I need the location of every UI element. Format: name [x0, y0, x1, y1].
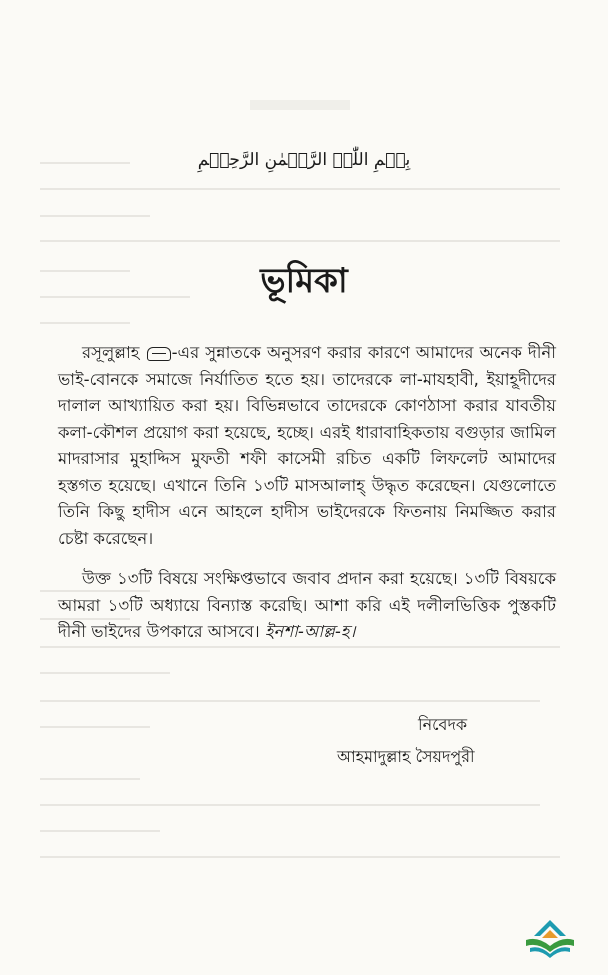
paragraph-2: [58, 566, 556, 646]
paragraph-1-rest: -এর সুন্নাতকে অনুসরণ করার কারণে আমাদের অনেক দীনী ভাই-বোনকে সমাজে নির্যাতিত হতে হয়। তাদেরকে লা-মাযহাবী, ইয়াহূদীদের দালাল আখ্যায়িত করা হয়। বিভিন্নভাবে তাদেরকে কোণঠাসা করার যাবতীয় কলা-কৌশল প্রয়োগ করা হয়েছে, হচ্ছে। এরই ধারাবাহিকতায় বগুড়ার জামিল মাদরাসার মুহাদ্দিস মুফতী শফী কাসেমী রচিত একটি লিফলেট আমাদের হস্তগত হয়েছে। এখানে তিনি ১৩টি মাসআলাহ্ উদ্ধৃত করেছেন। যেগুলোতে তিনি কিছু হাদীস এনে আহলে হাদীস ভাইদেরকে ফিতনায় নিমজ্জিত করার চেষ্টা করেছেন।: [58, 343, 556, 548]
author-name: আহমাদুল্লাহ সৈয়দপুরী: [337, 747, 475, 766]
publisher-logo-icon: [522, 916, 578, 960]
signature-label: নিবেদক: [418, 715, 468, 734]
page-title: ভূমিকা: [260, 261, 348, 301]
paragraph-2-closing: ইনশা-আল্ল-হ।: [264, 622, 356, 641]
bismillah-heading: بِسۡمِ اللّٰہِ الرَّحۡمٰنِ الرَّحِیۡمِ: [197, 150, 411, 170]
saw-ligature-icon: [147, 347, 171, 361]
paragraph-1: [58, 340, 556, 552]
paragraph-2-text: উক্ত ১৩টি বিষয়ে সংক্ষিপ্তভাবে জবাব প্রদান করা হয়েছে। ১৩টি বিষয়কে আমরা ১৩টি অধ্যায়ে বিন্যাস্ত করেছি। আশা করি এই দলীলভিত্তিক পুস্তকটি দীনী ভাইদের উপকারে আসবে।: [58, 569, 556, 641]
preface-body: [58, 340, 556, 646]
paragraph-1-start: রসূলুল্লাহ: [82, 343, 146, 362]
